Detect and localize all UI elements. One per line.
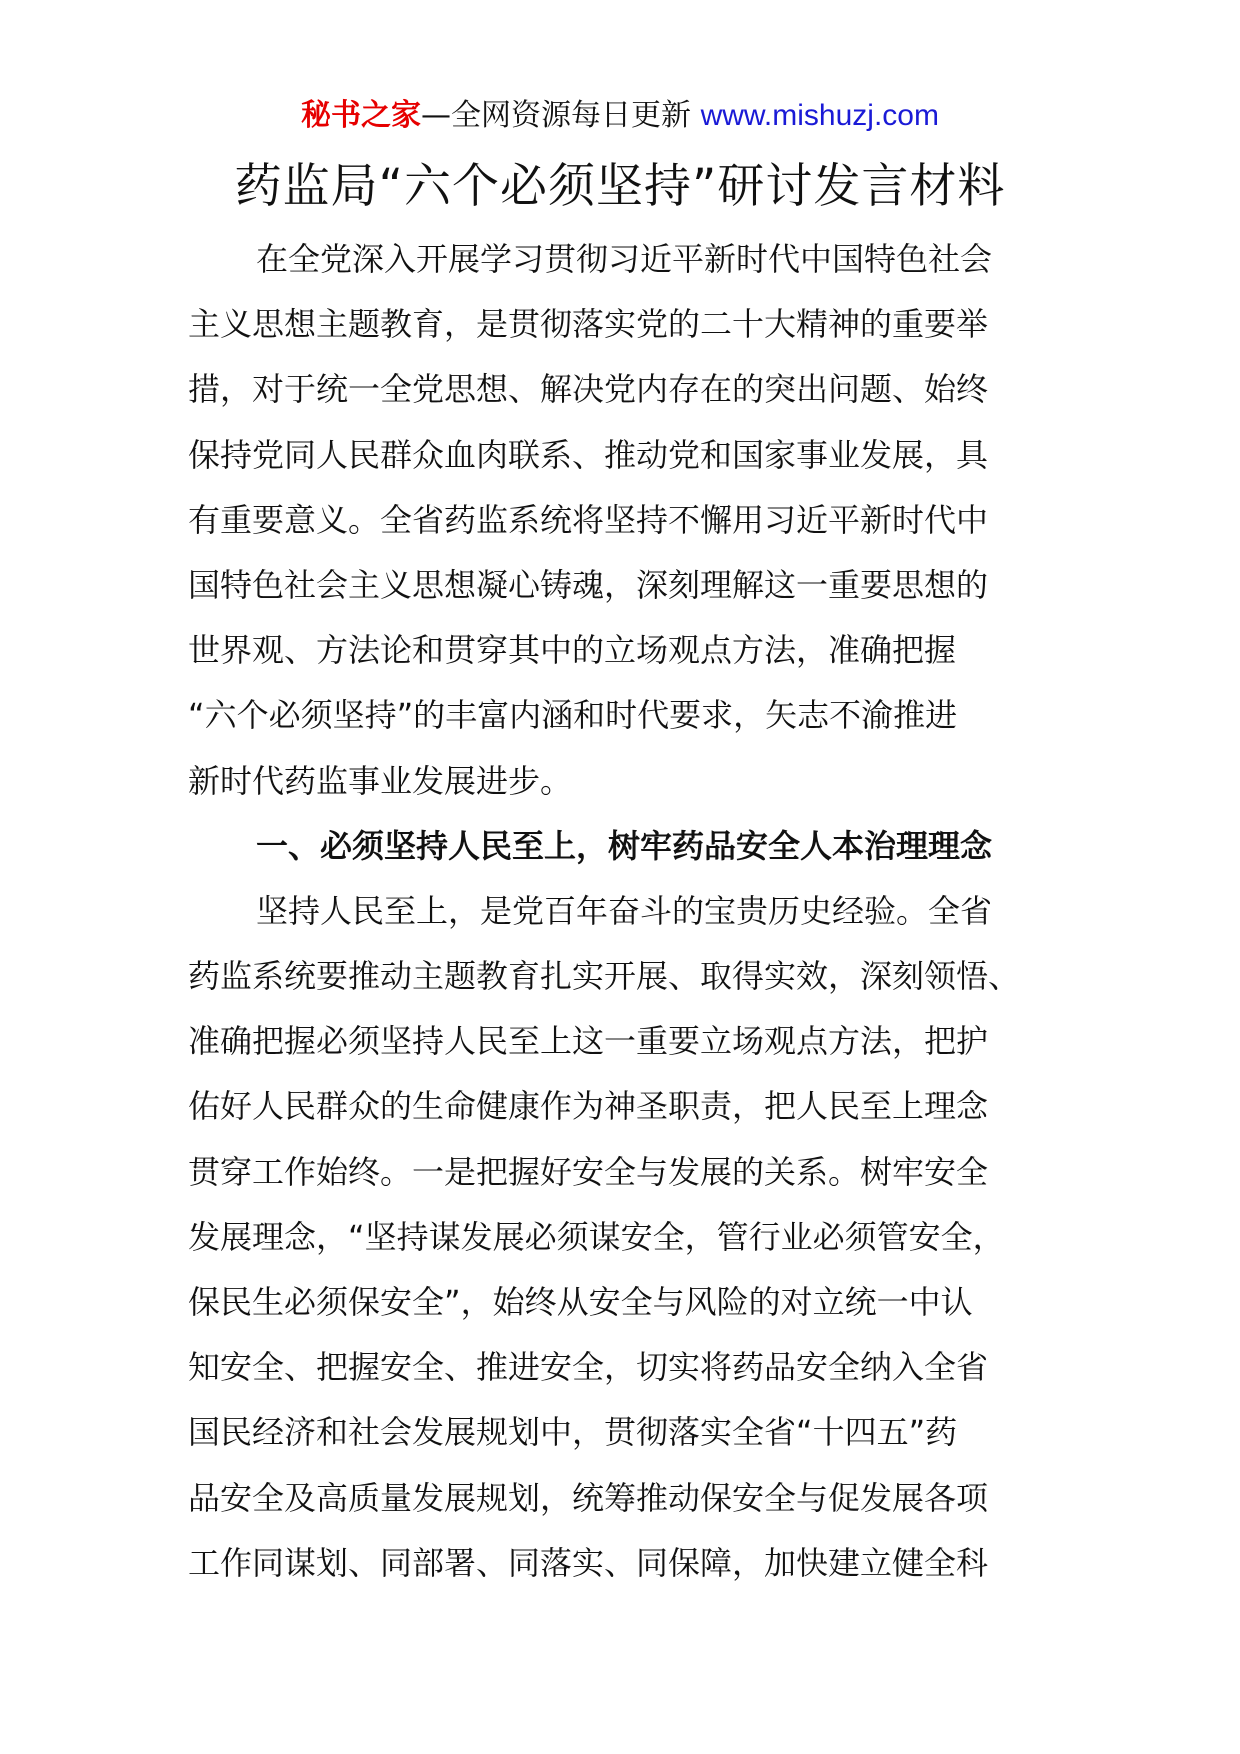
body-line: 保民生必须保安全”，始终从安全与风险的对立统一中认 [188, 1283, 973, 1321]
body-line: 佑好人民群众的生命健康作为神圣职责，把人民至上理念 [188, 1087, 989, 1126]
body-line: 准确把握必须坚持人民至上这一重要立场观点方法，把护 [188, 1022, 989, 1061]
site-tagline: —全网资源每日更新 [421, 98, 692, 133]
body-line: 在全党深入开展学习贯彻习近平新时代中国特色社会 [256, 240, 993, 278]
body-line: 工作同谋划、同部署、同落实、同保障，加快建立健全科 [188, 1543, 989, 1582]
body-line: 发展理念，“坚持谋发展必须谋安全，管行业必须管安全， [188, 1217, 1005, 1256]
body-line: 知安全、把握安全、推进安全，切实将药品安全纳入全省 [188, 1348, 989, 1387]
body-line: 措，对于统一全党思想、解决党内存在的突出问题、始终 [188, 370, 989, 409]
body-line: 坚持人民至上，是党百年奋斗的宝贵历史经验。全省 [256, 891, 993, 930]
body-line: 国特色社会主义思想凝心铸魂，深刻理解这一重要思想的 [188, 565, 989, 604]
body-line: 主义思想主题教育，是贯彻落实党的二十大精神的重要举 [188, 305, 989, 344]
body-line: 新时代药监事业发展进步。 [188, 761, 573, 800]
brand-name: 秘书之家 [301, 98, 422, 133]
document-body [188, 227, 1068, 1596]
site-header [0, 96, 1240, 136]
body-line: 贯穿工作始终。一是把握好安全与发展的关系。树牢安全 [188, 1152, 989, 1191]
section-heading: 一、必须坚持人民至上，树牢药品安全人本治理理念 [256, 826, 993, 865]
body-line: 国民经济和社会发展规划中，贯彻落实全省“十四五”药 [188, 1413, 958, 1452]
body-line: 世界观、方法论和贯穿其中的立场观点方法，准确把握 [188, 631, 957, 670]
document-title: 药监局“六个必须坚持”研讨发言材料 [234, 159, 1006, 214]
body-line: 品安全及高质量发展规划，统筹推动保安全与促发展各项 [188, 1478, 989, 1517]
body-line: 保持党同人民群众血肉联系、推动党和国家事业发展，具 [188, 435, 989, 474]
body-line: 有重要意义。全省药监系统将坚持不懈用习近平新时代中 [188, 500, 989, 539]
body-line: 药监系统要推动主题教育扎实开展、取得实效，深刻领悟、 [188, 957, 1021, 996]
body-line: “六个必须坚持”的丰富内涵和时代要求，矢志不渝推进 [188, 696, 958, 735]
site-url-link[interactable]: www.mishuzj.com [700, 99, 939, 132]
